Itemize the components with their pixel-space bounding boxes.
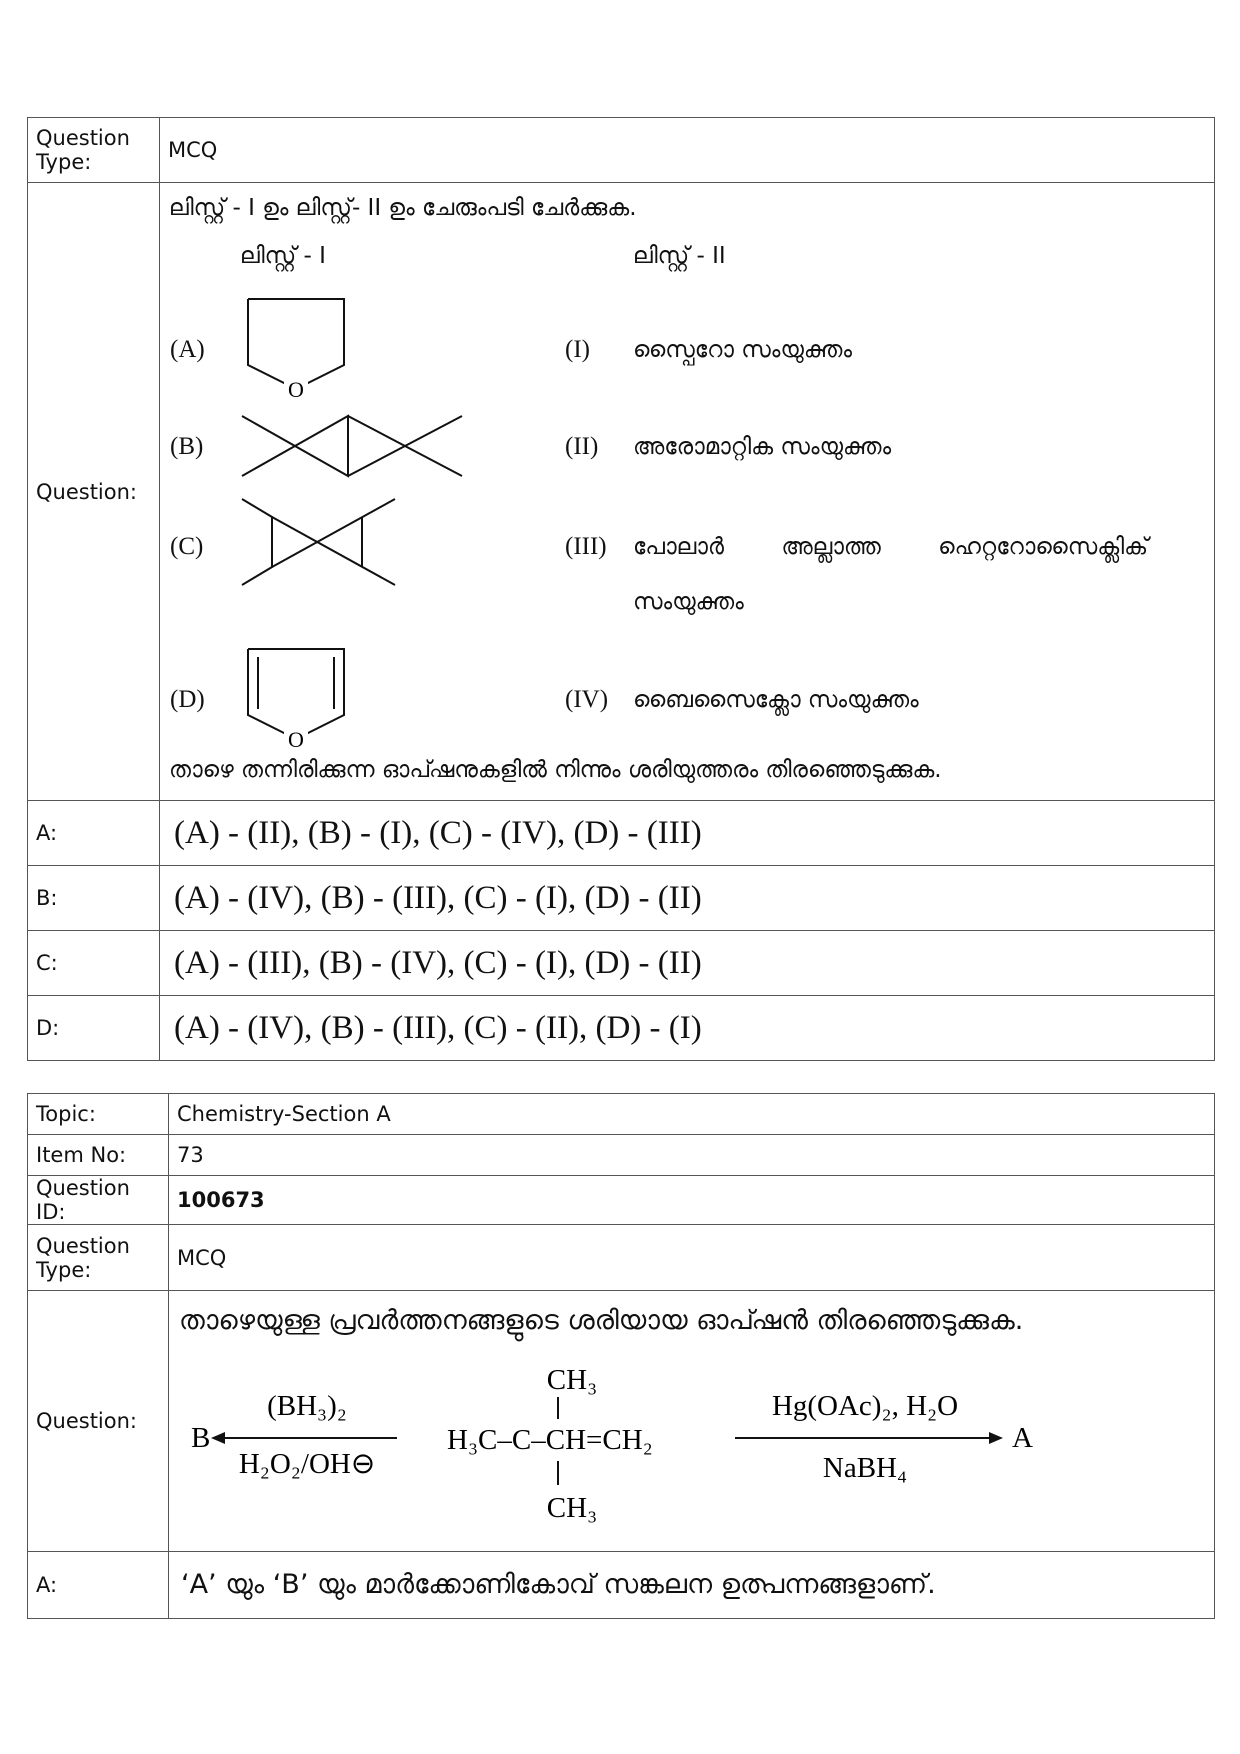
methyl-bottom: CH₃: [546, 1492, 598, 1524]
item-text-3: [633, 534, 1199, 560]
list1-heading: ലിസ്റ്റ് - I: [240, 243, 326, 269]
list2-heading: ലിസ്റ്റ് - II: [633, 243, 726, 269]
item-text-4: ബൈസൈക്ലോ സംയുക്തം: [633, 687, 919, 713]
question-body: [160, 183, 1215, 801]
option-text: (A) - (II), (B) - (I), (C) - (IV), (D) - (III): [160, 801, 1215, 866]
item-roman-3: (III): [565, 533, 607, 560]
item-key-a: (A): [170, 336, 205, 363]
ring-atom-a: O: [288, 377, 304, 402]
option-text: (A) - (III), (B) - (IV), (C) - (I), (D) - (II): [160, 931, 1215, 996]
option-label: B:: [28, 866, 160, 931]
question-type-label: Question Type:: [28, 118, 160, 183]
reagent-left-bottom: H₂O₂/OH⊖: [238, 1448, 376, 1480]
item-key-b: (B): [170, 433, 204, 460]
structure-d-furan: [240, 643, 360, 753]
item-roman-4: (IV): [565, 686, 609, 713]
item-no-value: 73: [169, 1135, 1215, 1176]
question-type-value: MCQ: [169, 1225, 1215, 1291]
question-closing: താഴെ തന്നിരിക്കുന്ന ഓപ്ഷനുകളിൽ നിന്നും ശരിയുത്തരം തിരഞ്ഞെടുക്കുക.: [169, 757, 942, 783]
question-label: Question:: [28, 183, 160, 801]
question-id-label: Question ID:: [28, 1176, 169, 1225]
reagent-right-bottom: NaBH₄: [822, 1452, 908, 1484]
structure-a-tetrahydrofuran: [240, 293, 360, 403]
question-instruction: താഴെയുള്ള പ്രവർത്തനങ്ങളുടെ ശരിയായ ഓപ്ഷൻ തിരഞ്ഞെടുക്കുക.: [179, 1305, 1024, 1336]
topic-value: Chemistry-Section A: [169, 1094, 1215, 1135]
item-no-label: Item No:: [28, 1135, 169, 1176]
option-label: A:: [28, 801, 160, 866]
reagent-right-top: Hg(OAc)₂, H₂O: [771, 1390, 959, 1422]
ring-atom-d: O: [288, 727, 304, 752]
product-a: A: [1012, 1422, 1033, 1454]
option-label: C:: [28, 931, 160, 996]
question-type-value: MCQ: [160, 118, 1215, 183]
topic-label: Topic:: [28, 1094, 169, 1135]
reagent-left-top: (BH₃)₂: [267, 1390, 347, 1422]
option-label: A:: [28, 1552, 169, 1619]
item-key-d: (D): [170, 686, 205, 713]
reaction-scheme: [169, 1357, 1209, 1547]
question-table-1: [27, 117, 1215, 1061]
structure-b-spiro: [240, 408, 470, 488]
item-text-3-line2: സംയുക്തം: [633, 589, 744, 615]
structure-c-bicyclo: [240, 495, 400, 595]
option-text: (A) - (IV), (B) - (III), (C) - (II), (D) - (I): [160, 996, 1215, 1061]
item-text-3-line1: പോലാർ അല്ലാത്ത ഹെറ്ററോസൈക്ലിക്: [633, 534, 1149, 560]
methyl-top: CH₃: [546, 1364, 598, 1396]
substrate-chain: H₃C–C–CH=CH₂: [447, 1424, 653, 1456]
question-table-2: [27, 1093, 1215, 1619]
option-text: ‘A’ യും ‘B’ യും മാർക്കോണികോവ് സങ്കലന ഉത്പന്നങ്ങളാണ്.: [169, 1552, 1215, 1619]
question-id-value: 100673: [169, 1176, 1215, 1225]
question-body: [169, 1291, 1215, 1552]
item-text-2: അരോമാറ്റിക സംയുക്തം: [633, 434, 892, 460]
product-b: B: [191, 1422, 211, 1454]
option-label: D:: [28, 996, 160, 1061]
question-label: Question:: [28, 1291, 169, 1552]
question-instruction: ലിസ്റ്റ് - I ഉം ലിസ്റ്റ്- II ഉം ചേരുംപടി ചേർക്കുക.: [169, 195, 637, 221]
item-text-1: സ്പൈറോ സംയുക്തം: [633, 337, 853, 363]
item-roman-1: (I): [565, 336, 590, 363]
item-key-c: (C): [170, 533, 204, 560]
item-roman-2: (II): [565, 433, 599, 460]
question-type-label: Question Type:: [28, 1225, 169, 1291]
option-text: (A) - (IV), (B) - (III), (C) - (I), (D) - (II): [160, 866, 1215, 931]
